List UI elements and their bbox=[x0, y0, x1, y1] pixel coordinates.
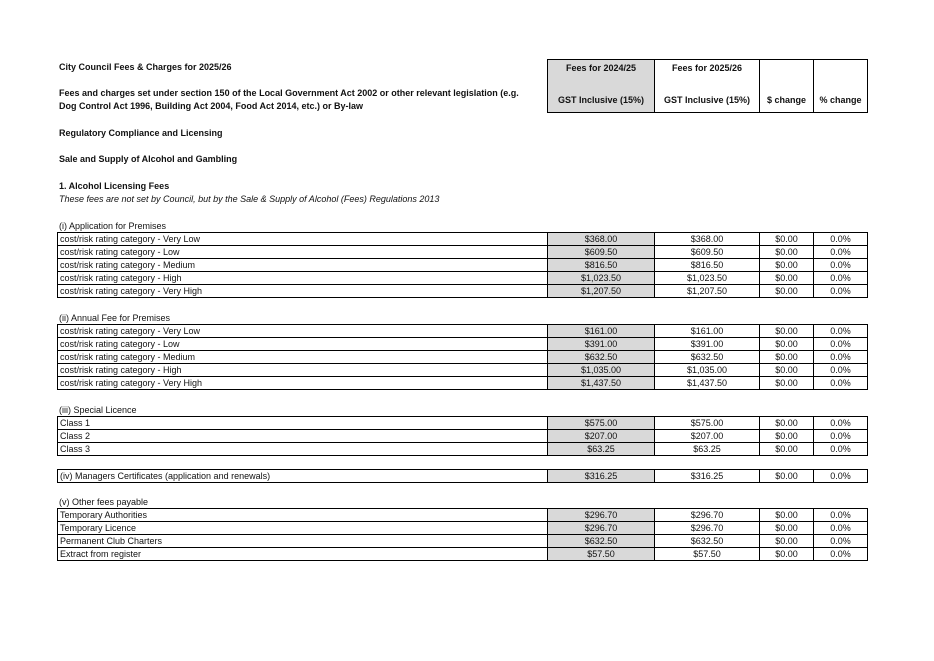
percent-change: 0.0% bbox=[814, 233, 868, 246]
fee-2024-25: $575.00 bbox=[548, 417, 655, 430]
fee-description: cost/risk rating category - Medium bbox=[58, 351, 548, 364]
fee-2024-25: $1,035.00 bbox=[548, 364, 655, 377]
column-header-table bbox=[547, 59, 868, 113]
dollar-change: $0.00 bbox=[760, 430, 814, 443]
fee-2024-25: $296.70 bbox=[548, 522, 655, 535]
fee-2024-25: $296.70 bbox=[548, 509, 655, 522]
fee-description: Class 1 bbox=[58, 417, 548, 430]
header-dollar-change-label: $ change bbox=[766, 95, 806, 105]
header-curr-line1: Fees for 2025/26 bbox=[671, 63, 743, 73]
fee-2025-26: $316.25 bbox=[655, 470, 760, 483]
fee-description: cost/risk rating category - High bbox=[58, 364, 548, 377]
fee-description: cost/risk rating category - Low bbox=[58, 338, 548, 351]
table-row bbox=[58, 522, 868, 535]
fee-2025-26: $1,035.00 bbox=[655, 364, 760, 377]
fee-2024-25: $63.25 bbox=[548, 443, 655, 456]
group-label: (i) Application for Premises bbox=[59, 221, 167, 231]
dollar-change: $0.00 bbox=[760, 522, 814, 535]
header-prev-line1: Fees for 2024/25 bbox=[565, 63, 637, 73]
fee-2025-26: $63.25 bbox=[655, 443, 760, 456]
percent-change: 0.0% bbox=[814, 443, 868, 456]
header-prev-fees bbox=[548, 60, 655, 113]
percent-change: 0.0% bbox=[814, 377, 868, 390]
percent-change: 0.0% bbox=[814, 259, 868, 272]
dollar-change: $0.00 bbox=[760, 351, 814, 364]
fee-2024-25: $1,023.50 bbox=[548, 272, 655, 285]
subtitle-line-1: Fees and charges set under section 150 of the Local Government Act 2002 or other relevant legislation (e.g. bbox=[59, 88, 519, 98]
table-row bbox=[58, 443, 868, 456]
header-curr-fees bbox=[655, 60, 760, 113]
table-row bbox=[58, 233, 868, 246]
subsection-heading: Sale and Supply of Alcohol and Gambling bbox=[59, 154, 238, 164]
fee-description: cost/risk rating category - Medium bbox=[58, 259, 548, 272]
percent-change: 0.0% bbox=[814, 338, 868, 351]
dollar-change: $0.00 bbox=[760, 548, 814, 561]
percent-change: 0.0% bbox=[814, 430, 868, 443]
dollar-change: $0.00 bbox=[760, 443, 814, 456]
table-row bbox=[58, 535, 868, 548]
fee-description: (iv) Managers Certificates (application and renewals) bbox=[58, 470, 548, 483]
fee-2024-25: $609.50 bbox=[548, 246, 655, 259]
fee-2024-25: $632.50 bbox=[548, 535, 655, 548]
dollar-change: $0.00 bbox=[760, 246, 814, 259]
fee-2025-26: $1,437.50 bbox=[655, 377, 760, 390]
fee-2024-25: $816.50 bbox=[548, 259, 655, 272]
fee-2025-26: $1,207.50 bbox=[655, 285, 760, 298]
document-title: City Council Fees & Charges for 2025/26 bbox=[59, 62, 232, 72]
fee-2025-26: $161.00 bbox=[655, 325, 760, 338]
header-curr-line2: GST Inclusive (15%) bbox=[663, 95, 751, 105]
fee-2025-26: $609.50 bbox=[655, 246, 760, 259]
fee-2025-26: $296.70 bbox=[655, 509, 760, 522]
fee-2025-26: $816.50 bbox=[655, 259, 760, 272]
percent-change: 0.0% bbox=[814, 535, 868, 548]
section-heading: Regulatory Compliance and Licensing bbox=[59, 128, 223, 138]
fee-2025-26: $57.50 bbox=[655, 548, 760, 561]
fee-2025-26: $1,023.50 bbox=[655, 272, 760, 285]
table-row bbox=[58, 246, 868, 259]
fee-description: Temporary Authorities bbox=[58, 509, 548, 522]
fee-2025-26: $207.00 bbox=[655, 430, 760, 443]
fee-2024-25: $316.25 bbox=[548, 470, 655, 483]
fee-2025-26: $632.50 bbox=[655, 535, 760, 548]
fee-description: cost/risk rating category - Very Low bbox=[58, 325, 548, 338]
fee-2024-25: $391.00 bbox=[548, 338, 655, 351]
percent-change: 0.0% bbox=[814, 470, 868, 483]
table-row bbox=[58, 351, 868, 364]
fee-2024-25: $57.50 bbox=[548, 548, 655, 561]
fee-description: Extract from register bbox=[58, 548, 548, 561]
fee-2024-25: $632.50 bbox=[548, 351, 655, 364]
dollar-change: $0.00 bbox=[760, 272, 814, 285]
fees-heading: 1. Alcohol Licensing Fees bbox=[59, 181, 170, 191]
fees-table-special-licence bbox=[57, 416, 868, 456]
table-row bbox=[58, 325, 868, 338]
dollar-change: $0.00 bbox=[760, 338, 814, 351]
dollar-change: $0.00 bbox=[760, 509, 814, 522]
percent-change: 0.0% bbox=[814, 351, 868, 364]
group-label: (ii) Annual Fee for Premises bbox=[59, 313, 171, 323]
percent-change: 0.0% bbox=[814, 522, 868, 535]
dollar-change: $0.00 bbox=[760, 325, 814, 338]
table-row bbox=[58, 259, 868, 272]
percent-change: 0.0% bbox=[814, 325, 868, 338]
fee-description: cost/risk rating category - Very Low bbox=[58, 233, 548, 246]
percent-change: 0.0% bbox=[814, 509, 868, 522]
header-dollar-change bbox=[760, 60, 814, 113]
dollar-change: $0.00 bbox=[760, 535, 814, 548]
fee-2025-26: $368.00 bbox=[655, 233, 760, 246]
table-row bbox=[58, 417, 868, 430]
fee-2024-25: $1,437.50 bbox=[548, 377, 655, 390]
fees-table-managers-certificates bbox=[57, 469, 868, 483]
group-label: (iii) Special Licence bbox=[59, 405, 137, 415]
table-row bbox=[58, 364, 868, 377]
percent-change: 0.0% bbox=[814, 548, 868, 561]
percent-change: 0.0% bbox=[814, 246, 868, 259]
fee-description: Class 3 bbox=[58, 443, 548, 456]
fee-description: cost/risk rating category - Very High bbox=[58, 285, 548, 298]
table-row bbox=[58, 430, 868, 443]
fees-table-other bbox=[57, 508, 868, 561]
fees-note: These fees are not set by Council, but by the Sale & Supply of Alcohol (Fees) Regulations 2013 bbox=[59, 194, 440, 204]
fees-table-application bbox=[57, 232, 868, 298]
fee-2024-25: $161.00 bbox=[548, 325, 655, 338]
group-label: (v) Other fees payable bbox=[59, 497, 149, 507]
header-prev-line2: GST Inclusive (15%) bbox=[557, 95, 645, 105]
header-pct-change bbox=[814, 60, 868, 113]
table-row bbox=[58, 272, 868, 285]
header-pct-change-label: % change bbox=[819, 95, 862, 105]
fee-2025-26: $632.50 bbox=[655, 351, 760, 364]
dollar-change: $0.00 bbox=[760, 233, 814, 246]
table-row bbox=[58, 338, 868, 351]
table-row bbox=[58, 285, 868, 298]
percent-change: 0.0% bbox=[814, 285, 868, 298]
percent-change: 0.0% bbox=[814, 364, 868, 377]
dollar-change: $0.00 bbox=[760, 285, 814, 298]
fee-2024-25: $1,207.50 bbox=[548, 285, 655, 298]
fee-2024-25: $207.00 bbox=[548, 430, 655, 443]
dollar-change: $0.00 bbox=[760, 417, 814, 430]
table-row bbox=[58, 470, 868, 483]
percent-change: 0.0% bbox=[814, 272, 868, 285]
table-row bbox=[58, 509, 868, 522]
fee-2025-26: $296.70 bbox=[655, 522, 760, 535]
fees-table-annual bbox=[57, 324, 868, 390]
percent-change: 0.0% bbox=[814, 417, 868, 430]
subtitle-line-2: Dog Control Act 1996, Building Act 2004, Food Act 2014, etc.) or By-law bbox=[59, 101, 364, 111]
fee-2025-26: $391.00 bbox=[655, 338, 760, 351]
fee-2024-25: $368.00 bbox=[548, 233, 655, 246]
table-row bbox=[58, 377, 868, 390]
fee-description: Permanent Club Charters bbox=[58, 535, 548, 548]
table-row bbox=[58, 548, 868, 561]
fee-description: Class 2 bbox=[58, 430, 548, 443]
dollar-change: $0.00 bbox=[760, 377, 814, 390]
dollar-change: $0.00 bbox=[760, 364, 814, 377]
fee-description: cost/risk rating category - High bbox=[58, 272, 548, 285]
dollar-change: $0.00 bbox=[760, 259, 814, 272]
fee-description: cost/risk rating category - Low bbox=[58, 246, 548, 259]
fee-description: cost/risk rating category - Very High bbox=[58, 377, 548, 390]
fee-2025-26: $575.00 bbox=[655, 417, 760, 430]
dollar-change: $0.00 bbox=[760, 470, 814, 483]
fee-description: Temporary Licence bbox=[58, 522, 548, 535]
